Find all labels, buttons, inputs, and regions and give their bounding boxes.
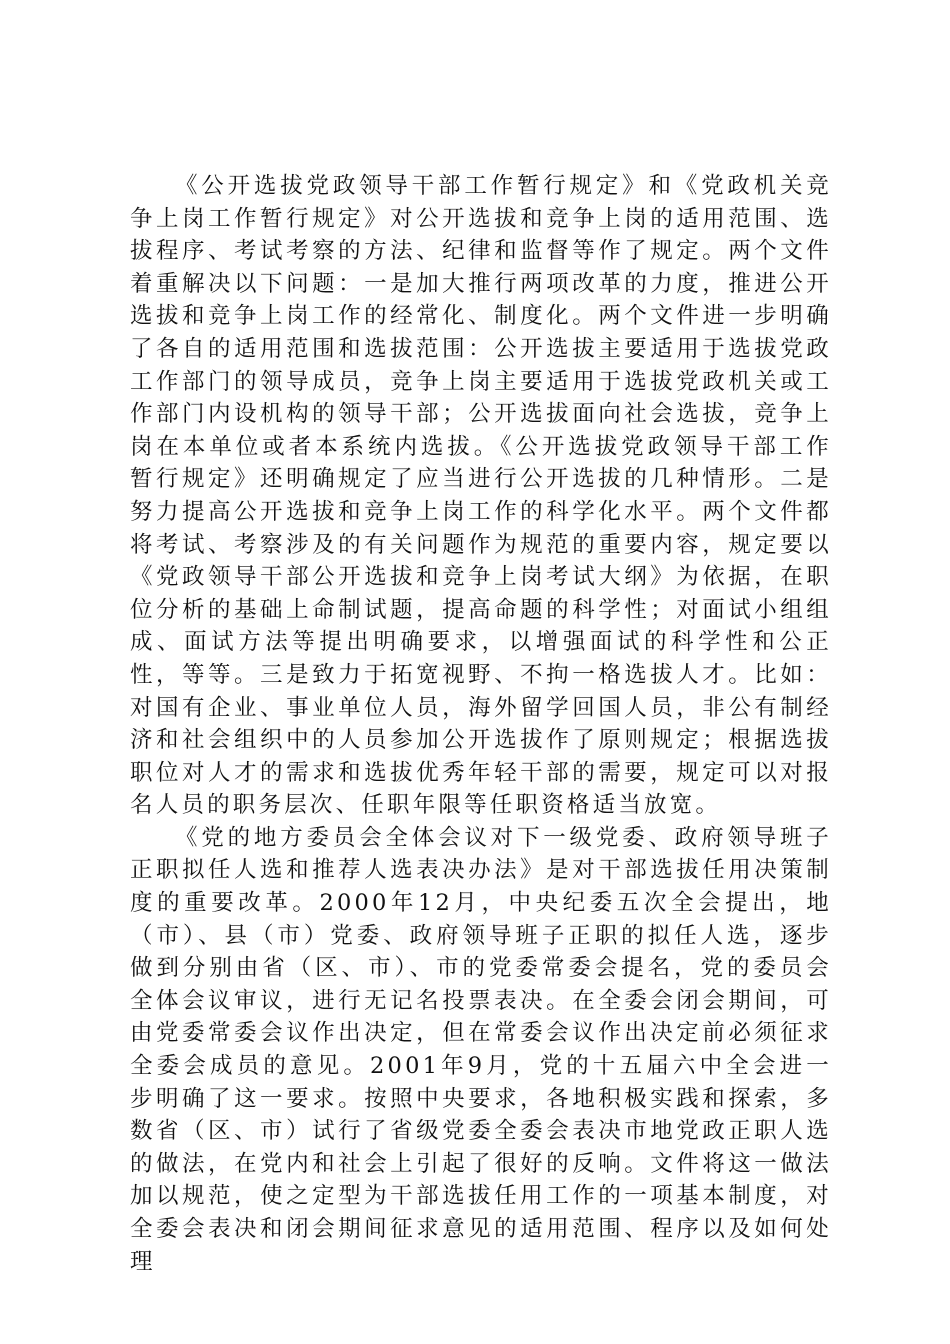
document-body bbox=[130, 170, 832, 1278]
paragraph-2: 《党的地方委员会全体会议对下一级党委、政府领导班子正职拟任人选和推荐人选表决办法》是对干部选拔任用决策制度的重要改革。2000年12月，中央纪委五次全会提出，地（市）、县（市）党委、政府领导班子正职的拟任人选，逐步做到分别由省（区、市）、市的党委常委会提名，党的委员会全体会议审议，进行无记名投票表决。在全委会闭会期间，可由党委常委会议作出决定，但在常委会议作出决定前必须征求全委会成员的意见。2001年9月，党的十五届六中全会进一步明确了这一要求。按照中央要求，各地积极实践和探索，多数省（区、市）试行了省级党委全委会表决市地党政正职人选的做法，在党内和社会上引起了很好的反响。文件将这一做法加以规范，使之定型为干部选拔任用工作的一项基本制度，对全委会表决和闭会期间征求意见的适用范围、程序以及如何处理 bbox=[130, 824, 832, 1275]
paragraph-1: 《公开选拔党政领导干部工作暂行规定》和《党政机关竞争上岗工作暂行规定》对公开选拔和竞争上岗的适用范围、选拔程序、考试考察的方法、纪律和监督等作了规定。两个文件着重解决以下问题：一是加大推行两项改革的力度，推进公开选拔和竞争上岗工作的经常化、制度化。两个文件进一步明确了各自的适用范围和选拔范围：公开选拔主要适用于选拔党政工作部门的领导成员，竞争上岗主要适用于选拔党政机关或工作部门内设机构的领导干部；公开选拔面向社会选拔，竞争上岗在本单位或者本系统内选拔。《公开选拔党政领导干部工作暂行规定》还明确规定了应当进行公开选拔的几种情形。二是努力提高公开选拔和竞争上岗工作的科学化水平。两个文件都将考试、考察涉及的有关问题作为规范的重要内容，规定要以《党政领导干部公开选拔和竞争上岗考试大纲》为依据，在职位分析的基础上命制试题，提高命题的科学性；对面试小组组成、面试方法等提出明确要求，以增强面试的科学性和公正性，等等。三是致力于拓宽视野、不拘一格选拔人才。比如：对国有企业、事业单位人员，海外留学回国人员，非公有制经济和社会组织中的人员参加公开选拔作了原则规定；根据选拔职位对人才的需求和选拔优秀年轻干部的需要，规定可以对报名人员的职务层次、任职年限等任职资格适当放宽。 bbox=[130, 173, 832, 819]
